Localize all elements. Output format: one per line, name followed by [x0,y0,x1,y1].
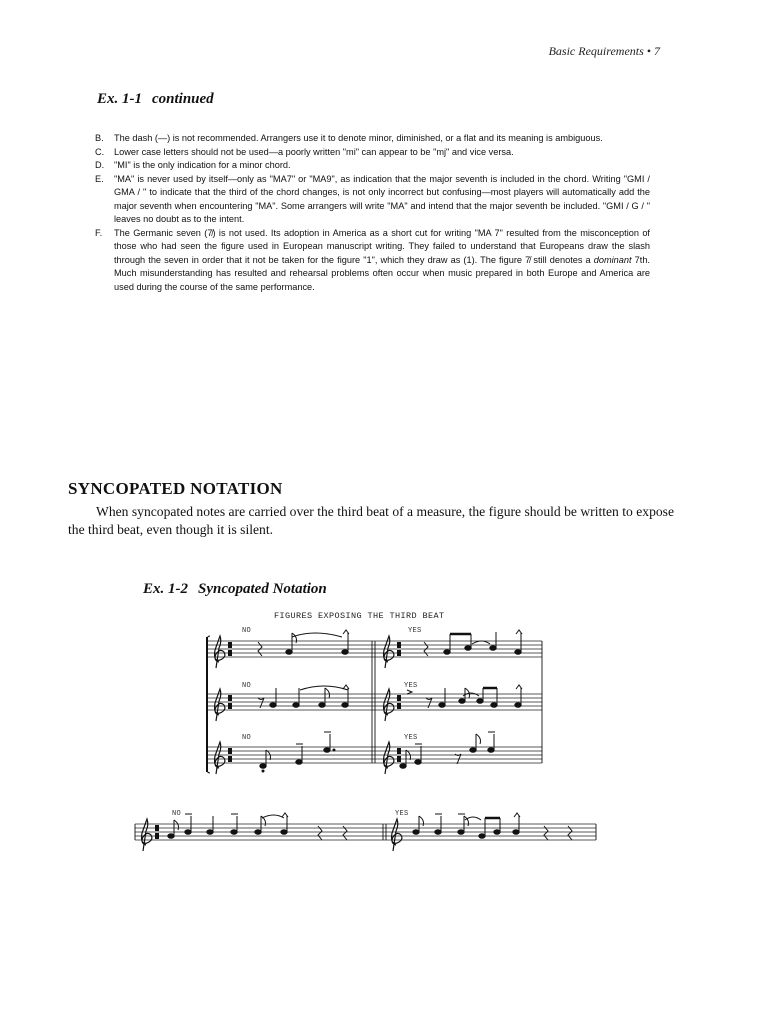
note-text: "MI" is the only indication for a minor chord. [114,160,291,170]
note-head [491,703,497,708]
note-head [515,703,521,708]
note-head [286,650,292,655]
body-paragraph: When syncopated notes are carried over the third beat of a measure, the figure should be written to expose the third beat, even though it is silent. [68,504,674,537]
note-head [324,748,330,753]
note-head [168,834,174,839]
eighth-flag [292,633,297,643]
accent-marcato-icon [343,630,349,634]
accent-marcato-icon [282,813,288,817]
note-head [319,703,325,708]
eighth-flag [464,816,469,826]
accent-marcato-icon [343,685,349,689]
eighth-rest-icon [426,698,432,708]
note-head [185,830,191,835]
note-head [477,699,483,704]
example-2-number: Ex. 1-2 [143,581,188,597]
note-head [296,760,302,765]
note-head [479,834,485,839]
tie [300,686,348,690]
note-letter: F. [95,227,103,238]
tie [292,633,342,637]
note-head [231,830,237,835]
no-label: NO [172,810,182,818]
staccato-dot [333,749,335,751]
accent-marcato-icon [516,630,522,634]
european-one-symbol: 1 [466,254,472,265]
eighth-flag [476,734,481,744]
time-signature-icon [155,642,401,839]
note-head [293,703,299,708]
note-letter: E. [95,173,104,184]
note-head [465,646,471,651]
example-1-title: continued [152,91,214,107]
yes-label: YES [395,810,409,818]
no-label: NO [242,682,252,690]
staff-lines [135,824,596,840]
note-head [342,650,348,655]
note-head [515,650,521,655]
staccato-dot [262,770,264,772]
staff-lines [207,694,542,710]
no-label: NO [242,627,252,635]
note-letter: B. [95,133,104,143]
note-letter: D. [95,160,105,170]
note-head [513,830,519,835]
no-label: NO [242,734,252,742]
note-head [459,699,465,704]
note-head [435,830,441,835]
note-head [439,703,445,708]
yes-label: YES [408,627,422,635]
tie [472,641,490,644]
emphasis-dominant: dominant [593,254,632,265]
yes-label: YES [404,734,418,742]
example-2-title: Syncopated Notation [198,581,327,597]
note-head [470,748,476,753]
germanic-seven-symbol: 7̸ [207,227,213,238]
accent-marcato-icon [514,813,520,817]
eighth-flag [174,820,179,830]
note-head [415,760,421,765]
eighth-flag [419,816,424,826]
system-bracket [207,769,210,773]
note-letter: C. [95,146,105,157]
note-text: The Germanic seven (7̸) is not used. Its adoption in America as a short cut for writing "MA 7" resulted from the misconception of those who had seen the figure used in European manuscript writing. They failed to understand that Europeans draw the slash through the seven in order that it not be taken for the figure "1", which they draw as (1). The figure 7̸ still denotes a dominant 7th. Much misunderstanding has resulted and rehearsal problems often occur when music prepared in both Europe and America are used during the course of the same performance. [114,227,650,292]
note-head [270,703,276,708]
note-head [342,703,348,708]
note-head [490,646,496,651]
note-text: "MA" is never used by itself—only as "MA7" or "MA9", as indication that the major seventh is included in the chord. Writing "GMI / GMA / " to indicate that the third of the chord changes, is not only incorrect but confusing—most players will automatically add the major seventh when encountering "MA". Some arrangers will write "MA" and intend that the major seventh be included. "GMI / G / " leaves no doubt as to the intent. [114,173,650,224]
figure-title: FIGURES EXPOSING THE THIRD BEAT [274,611,445,621]
note-text: Lower case letters should not be used—a poorly written "mi" can appear to be "mj" and vice versa. [114,146,514,157]
note-head [488,748,494,753]
note-head [458,830,464,835]
accent-marcato-icon [516,685,522,689]
note-head [400,764,406,769]
tie [262,815,284,818]
section-heading: SYNCOPATED NOTATION [68,479,283,498]
eighth-flag [325,688,330,698]
germanic-seven-symbol: 7̸ [525,254,531,265]
note-head [207,830,213,835]
note-head [444,650,450,655]
note-head [281,830,287,835]
note-head [260,764,266,769]
running-head: Basic Requirements • 7 [548,44,660,58]
note-head [255,830,261,835]
system-bracket [207,636,210,640]
note-text: The dash (—) is not recommended. Arrangers use it to denote minor, diminished, or a flat and its meaning is ambiguous. [114,133,603,143]
note-head [494,830,500,835]
accent-icon [407,690,412,694]
eighth-rest-icon [258,698,264,708]
example-1-number: Ex. 1-1 [97,91,142,107]
yes-label: YES [404,682,418,690]
note-head [413,830,419,835]
